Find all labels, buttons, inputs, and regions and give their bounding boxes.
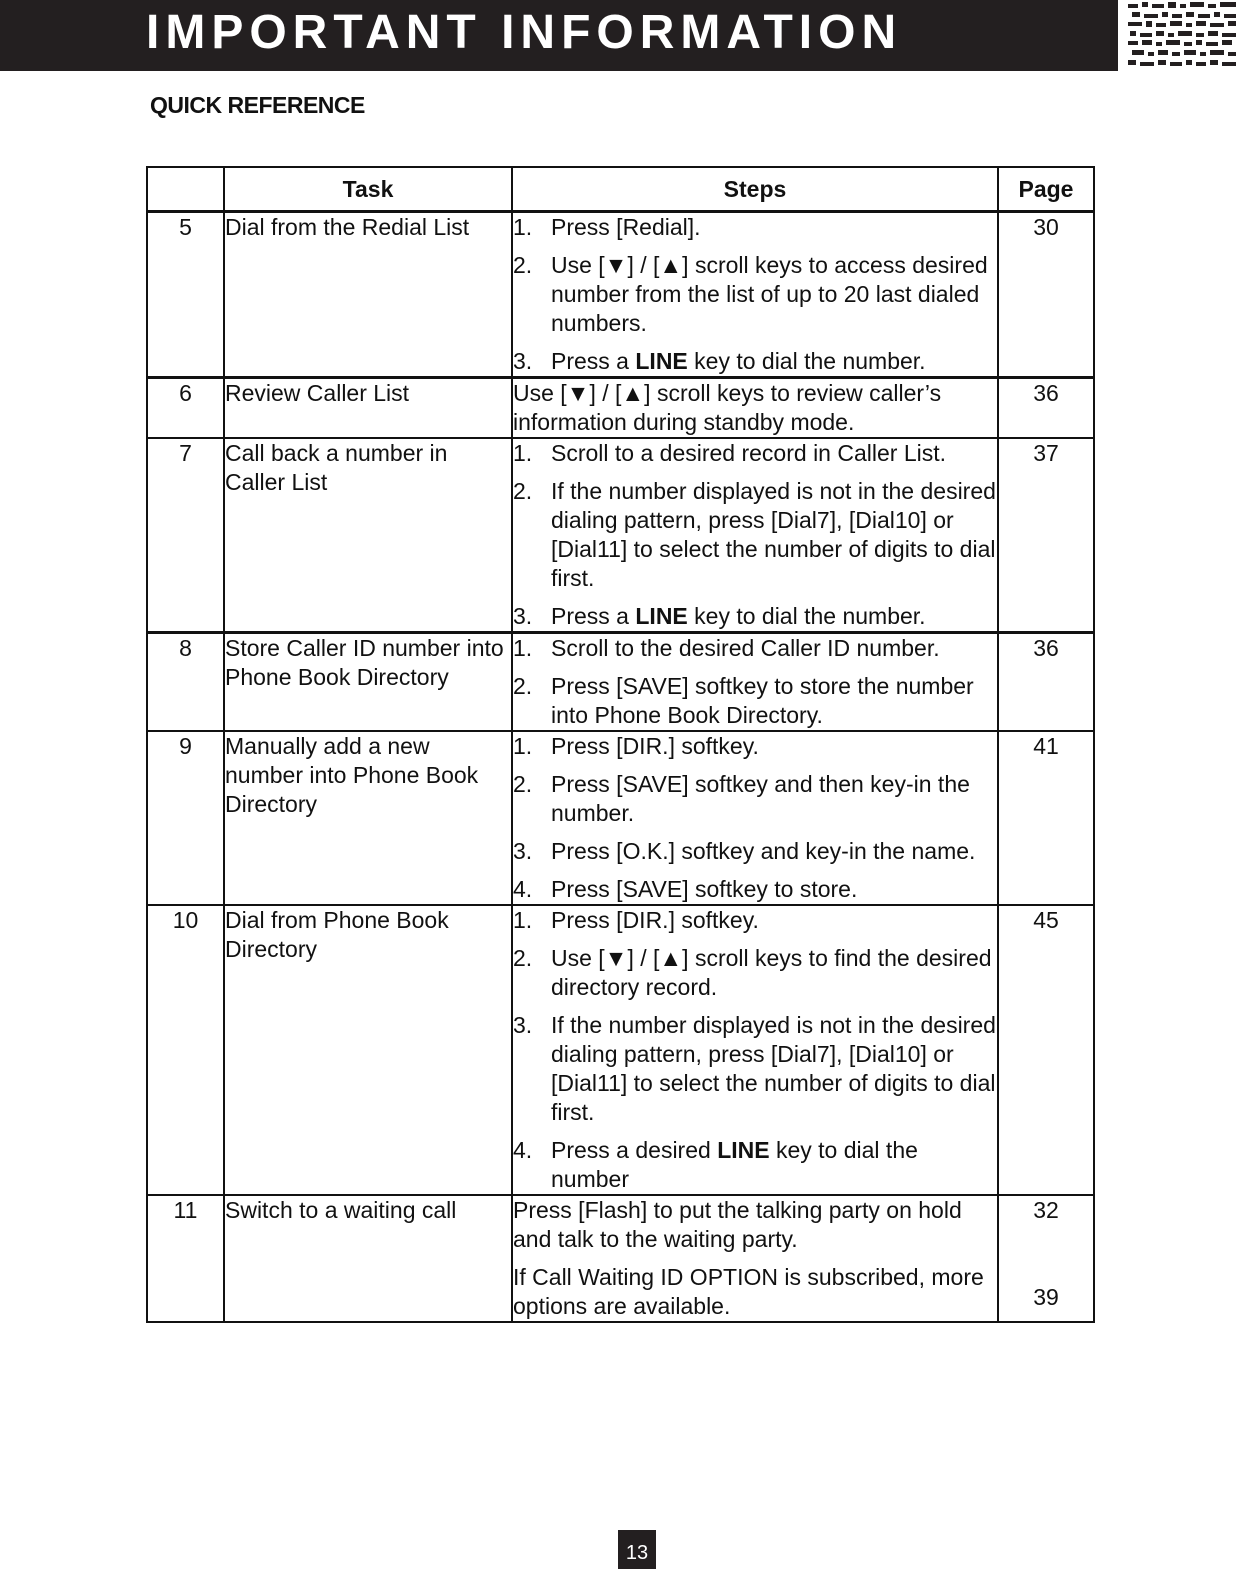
step-item: [513, 251, 997, 338]
key-name-bold: LINE: [635, 348, 688, 374]
step-text-part: Press a: [551, 348, 636, 374]
page-cell: [998, 633, 1094, 732]
step-number: 1.: [513, 907, 533, 933]
page-reference: 37: [1033, 440, 1059, 466]
step-number: 1.: [513, 214, 533, 240]
step-text-part: If the number displayed is not in the desired dialing pattern, press [Dial7], [Dial10] or [Dial11] to select the number of digits to dial first.: [551, 478, 996, 591]
step-text: [551, 477, 997, 593]
step-number: 2.: [513, 945, 533, 971]
step-item: [513, 672, 997, 730]
page-spacer: [999, 1225, 1093, 1283]
step-number: 3.: [513, 603, 533, 629]
step-item: [513, 732, 997, 761]
step-text-part: Press a: [551, 603, 636, 629]
step-paragraph: If Call Waiting ID OPTION is subscribed, more options are available.: [513, 1264, 984, 1319]
key-name-bold: LINE: [717, 1137, 770, 1163]
page-reference: 39: [1033, 1284, 1059, 1310]
step-item: [513, 477, 997, 593]
step-text-part: key to dial the number: [551, 1137, 918, 1192]
qr-code-graphic: [1128, 2, 1238, 70]
step-item: [513, 347, 997, 376]
step-number: 1.: [513, 635, 533, 661]
step-item: [513, 770, 997, 828]
row-number: 5: [147, 212, 224, 378]
step-item: [513, 213, 997, 242]
step-number: 3.: [513, 1012, 533, 1038]
step-text: [551, 672, 997, 730]
table-body: [147, 212, 1094, 1323]
step-item: [513, 1011, 997, 1127]
page-cell: [998, 438, 1094, 633]
step-item: [513, 634, 997, 663]
step-paragraph: Use [▼] / [▲] scroll keys to review caller’s information during standby mode.: [513, 380, 942, 435]
step-text: [551, 634, 997, 663]
step-item: [513, 602, 997, 631]
task-cell: Dial from the Redial List: [224, 212, 512, 378]
page-cell: [998, 731, 1094, 905]
row-number: 6: [147, 378, 224, 439]
table-row: [147, 633, 1094, 732]
page-cell: [998, 1195, 1094, 1322]
step-text-part: Scroll to the desired Caller ID number.: [551, 635, 940, 661]
steps-cell: [512, 1195, 998, 1322]
table-row: [147, 438, 1094, 633]
step-item: [513, 1136, 997, 1194]
step-text-part: Press [DIR.] softkey.: [551, 907, 759, 933]
step-text-part: key to dial the number.: [687, 603, 926, 629]
task-cell: Review Caller List: [224, 378, 512, 439]
step-text-part: Press [Redial].: [551, 214, 701, 240]
page-reference: 36: [1033, 635, 1059, 661]
step-number: 1.: [513, 440, 533, 466]
row-number: 11: [147, 1195, 224, 1322]
step-text: [551, 439, 997, 468]
task-cell: Call back a number in Caller List: [224, 438, 512, 633]
step-number: 1.: [513, 733, 533, 759]
table-row: [147, 212, 1094, 378]
table-row: [147, 731, 1094, 905]
step-number: 3.: [513, 348, 533, 374]
step-text-part: key to dial the number.: [687, 348, 926, 374]
step-text: [551, 770, 997, 828]
page-reference: 32: [1033, 1197, 1059, 1223]
step-text: [551, 1136, 997, 1194]
step-text-part: Press a desired: [551, 1137, 718, 1163]
section-title: QUICK REFERENCE: [150, 92, 365, 118]
step-number: 4.: [513, 876, 533, 902]
step-text-part: Use [▼] / [▲] scroll keys to access desired number from the list of up to 20 last dialed numbers.: [551, 252, 988, 336]
step-text: [551, 906, 997, 935]
step-item: [513, 906, 997, 935]
step-text-part: Press [O.K.] softkey and key-in the name.: [551, 838, 976, 864]
step-number: 2.: [513, 673, 533, 699]
task-cell: Dial from Phone Book Directory: [224, 905, 512, 1195]
task-cell: Switch to a waiting call: [224, 1195, 512, 1322]
step-text: [551, 347, 997, 376]
step-text: [551, 875, 997, 904]
page-reference: 30: [1033, 214, 1059, 240]
step-number: 2.: [513, 478, 533, 504]
step-text-part: Press [SAVE] softkey to store.: [551, 876, 858, 902]
table-header-row: [147, 167, 1094, 212]
header-task: Task: [224, 167, 512, 212]
table-row: [147, 1195, 1094, 1322]
task-cell: Store Caller ID number into Phone Book Directory: [224, 633, 512, 732]
step-number: 4.: [513, 1137, 533, 1163]
table-row: [147, 378, 1094, 439]
page-cell: [998, 905, 1094, 1195]
step-text-part: If the number displayed is not in the desired dialing pattern, press [Dial7], [Dial10] or [Dial11] to select the number of digits to dial first.: [551, 1012, 996, 1125]
task-cell: Manually add a new number into Phone Book Directory: [224, 731, 512, 905]
header-steps: Steps: [512, 167, 998, 212]
steps-cell: [512, 633, 998, 732]
step-item: [513, 837, 997, 866]
step-text-part: Press [DIR.] softkey.: [551, 733, 759, 759]
step-text: [551, 732, 997, 761]
step-text-part: Scroll to a desired record in Caller List.: [551, 440, 946, 466]
row-number: 7: [147, 438, 224, 633]
step-text: [551, 602, 997, 631]
page-cell: [998, 212, 1094, 378]
row-number: 9: [147, 731, 224, 905]
quick-reference-table: [146, 166, 1095, 1323]
header-bar: [0, 0, 1118, 71]
row-number: 8: [147, 633, 224, 732]
page-cell: [998, 378, 1094, 439]
step-item: [513, 944, 997, 1002]
key-name-bold: LINE: [635, 603, 688, 629]
step-text: [551, 251, 997, 338]
step-text-part: Use [▼] / [▲] scroll keys to find the desired directory record.: [551, 945, 992, 1000]
steps-cell: [512, 212, 998, 378]
step-paragraph: Press [Flash] to put the talking party on hold and talk to the waiting party.: [513, 1197, 962, 1252]
page-reference: 36: [1033, 380, 1059, 406]
steps-cell: [512, 731, 998, 905]
table-row: [147, 905, 1094, 1195]
page-number: 13: [618, 1530, 656, 1569]
steps-cell: [512, 378, 998, 439]
row-number: 10: [147, 905, 224, 1195]
page-reference: 45: [1033, 907, 1059, 933]
steps-cell: [512, 438, 998, 633]
step-number: 3.: [513, 838, 533, 864]
step-text: [551, 213, 997, 242]
page-title: IMPORTANT INFORMATION: [146, 6, 903, 59]
step-text-part: Press [SAVE] softkey and then key-in the number.: [551, 771, 970, 826]
step-item: [513, 439, 997, 468]
step-text: [551, 837, 997, 866]
page-reference: 41: [1033, 733, 1059, 759]
step-text: [551, 1011, 997, 1127]
step-item: [513, 875, 997, 904]
step-number: 2.: [513, 771, 533, 797]
steps-cell: [512, 905, 998, 1195]
step-text-part: Press [SAVE] softkey to store the number into Phone Book Directory.: [551, 673, 974, 728]
step-number: 2.: [513, 252, 533, 278]
step-text: [551, 944, 997, 1002]
header-number: [147, 167, 224, 212]
header-page: Page: [998, 167, 1094, 212]
